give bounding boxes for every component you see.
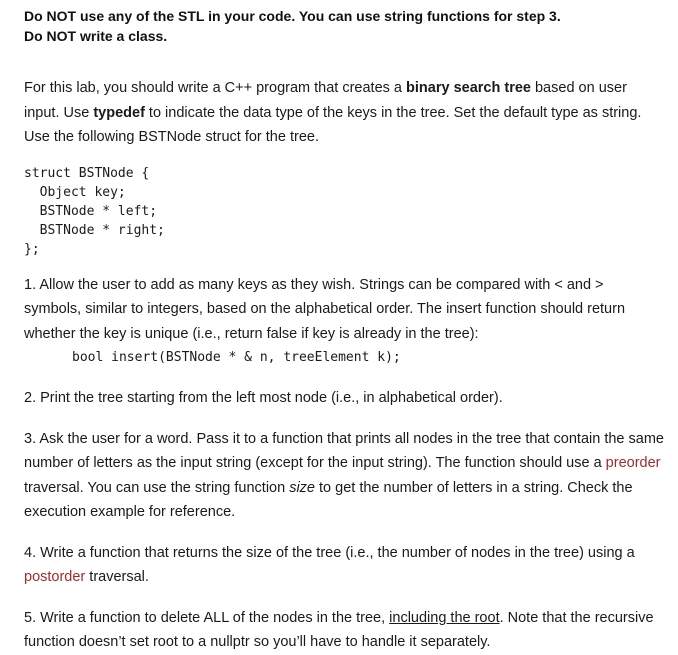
step-3-text-3: to get the number of letters in a string. Check the execution example for reference. (24, 479, 633, 520)
code-line-5: }; (24, 241, 40, 257)
insert-signature: bool insert(BSTNode * & n, treeElement k); (72, 350, 401, 365)
step-4-text (24, 541, 664, 590)
step-5-text-1: 5. Write a function to delete ALL of the nodes in the tree, (24, 609, 390, 626)
intro-text-2: based on user input. Use (24, 80, 627, 121)
preorder-term: preorder (605, 455, 661, 471)
step-3-text-1: 3. Ask the user for a word. Pass it to a function that prints all nodes in the tree that contain the same number of letters as the input string (except for the input string). The function should use a (24, 430, 664, 471)
step-1-text: 1. Allow the user to add as many keys as they wish. Strings can be compared with < and > symbols, similar to integers, based on the alphabetical order. The insert function should return whether the key is unique (i.e., return false if key is already in the tree): (24, 276, 626, 342)
intro-bold-bst: binary search tree (406, 80, 531, 96)
step-3-text-2: traversal. You can use the string function (24, 479, 290, 496)
code-line-1: struct BSTNode { (24, 165, 150, 181)
intro-text-3: to indicate the data type of the keys in the tree. Set the default type as string. Use the following BSTNode struct for the tree. (24, 104, 642, 145)
including-root-term: including the root (389, 609, 500, 626)
document (24, 6, 664, 655)
code-line-2: Object key; (24, 184, 126, 200)
step-5-text-2: . Note that the recursive function doesn’t set root to a nullptr so you’ll have to handle it separately. (24, 609, 654, 650)
step-4-text-1: 4. Write a function that returns the size of the tree (i.e., the number of nodes in the tree) using a (24, 544, 635, 561)
struct-code-block (24, 164, 664, 259)
step-2-text: 2. Print the tree starting from the left most node (i.e., in alphabetical order). (24, 390, 503, 406)
postorder-term: postorder (24, 569, 86, 585)
step-5-text (24, 606, 664, 655)
intro-bold-typedef: typedef (93, 104, 145, 121)
size-term: size (289, 479, 315, 496)
step-3-text (24, 427, 664, 525)
rule-no-stl: Do NOT use any of the STL in your code. You can use string functions for step 3. (24, 8, 561, 24)
code-line-4: BSTNode * right; (24, 222, 165, 238)
step-4-text-2: traversal. (85, 569, 149, 585)
intro-text-1: For this lab, you should write a C++ program that creates a (24, 80, 407, 96)
intro-paragraph (24, 76, 664, 150)
code-line-3: BSTNode * left; (24, 203, 158, 219)
rule-no-class: Do NOT write a class. (24, 28, 168, 44)
